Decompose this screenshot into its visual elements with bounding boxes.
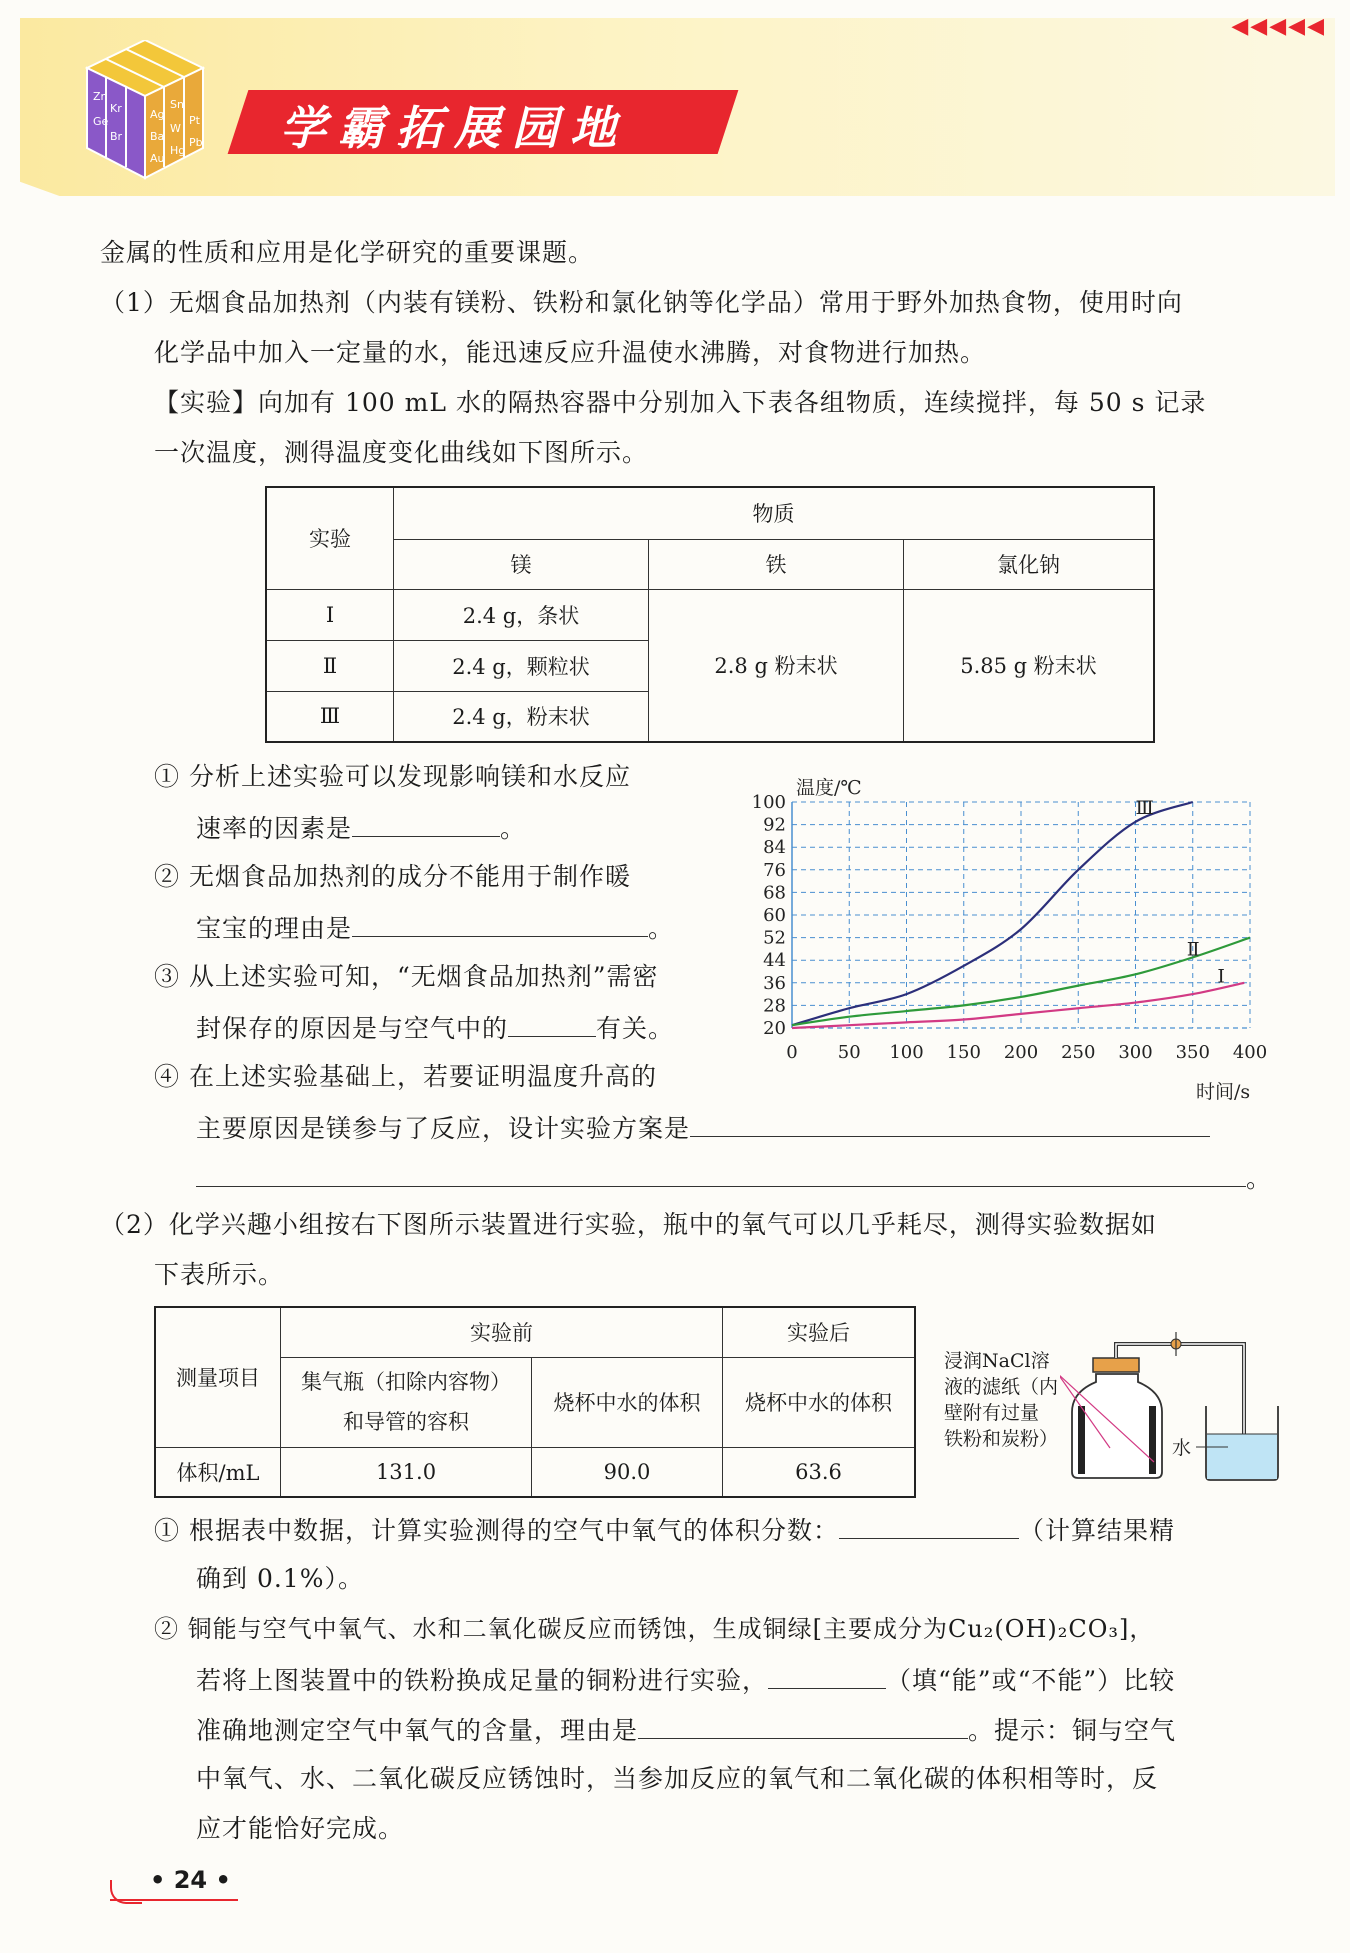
- table-col-fe: 铁: [649, 539, 904, 589]
- answer-blank[interactable]: [196, 1160, 1246, 1187]
- part1-line1: （1）无烟食品加热剂（内装有镁粉、铁粉和氯化钠等化学品）常用于野外加热食物，使用时向: [100, 288, 1183, 317]
- x-tick-label: 100: [889, 1042, 924, 1063]
- table-header-substance: 物质: [394, 487, 1155, 539]
- cube-label: Ge: [93, 115, 109, 128]
- part1-line3: 【实验】向加有 100 mL 水的隔热容器中分别加入下表各组物质，连续搅拌，每 50 s 记录: [154, 388, 1207, 417]
- y-tick-label: 44: [763, 950, 786, 972]
- table-cell-fe: 2.8 g 粉末状: [649, 589, 904, 742]
- x-tick-label: 150: [946, 1042, 981, 1063]
- part1-line2: 化学品中加入一定量的水，能迅速反应升温使水沸腾，对食物进行加热。: [154, 338, 987, 367]
- p2-q2-line-a: ② 铜能与空气中氧气、水和二氧化碳反应而锈蚀，生成铜绿[主要成分为Cu₂(OH)₂CO₃]，: [154, 1615, 1155, 1643]
- y-tick-label: 100: [751, 792, 786, 813]
- table-col-water-before: 烧杯中水的体积: [532, 1357, 723, 1447]
- series-line-Ⅲ: [792, 802, 1193, 1025]
- table-after: 实验后: [723, 1307, 916, 1357]
- page-number: • 24 •: [150, 1866, 231, 1894]
- table-col-mg: 镁: [394, 539, 649, 589]
- answer-blank[interactable]: [352, 810, 500, 837]
- table-row-label: 体积/mL: [155, 1447, 281, 1497]
- x-tick-label: 200: [1003, 1042, 1039, 1063]
- filter-paper: [1149, 1406, 1156, 1474]
- answer-blank[interactable]: [768, 1662, 886, 1689]
- cube-label: W: [170, 122, 181, 135]
- answer-blank[interactable]: [638, 1712, 968, 1739]
- table-cell-mg: 2.4 g，粉末状: [394, 691, 649, 742]
- y-tick-label: 84: [763, 837, 786, 859]
- page-title: 学霸拓展园地: [280, 101, 628, 155]
- cube-label: Ag: [150, 108, 165, 121]
- q3-line-a: ③ 从上述实验可知，“无烟食品加热剂”需密: [154, 962, 659, 991]
- p2-q1-line-a: ① 根据表中数据，计算实验测得的空气中氧气的体积分数： （计算结果精: [154, 1512, 1175, 1548]
- chart-ylabel: 温度/℃: [796, 777, 862, 799]
- q4-line-b: 主要原因是镁参与了反应，设计实验方案是: [196, 1110, 1210, 1146]
- cube-label: Ba: [150, 130, 165, 143]
- cube-label: Sn: [170, 98, 184, 111]
- y-tick-label: 36: [763, 972, 786, 994]
- table-item: 测量项目: [155, 1307, 281, 1447]
- series-label: Ⅱ: [1186, 938, 1200, 961]
- answer-blank[interactable]: [352, 910, 648, 937]
- cube-label: Au: [150, 152, 165, 165]
- x-tick-label: 350: [1175, 1042, 1210, 1063]
- beaker-water: [1207, 1434, 1277, 1479]
- table-cell-mg: 2.4 g，颗粒状: [394, 640, 649, 691]
- x-tick-label: 50: [837, 1042, 861, 1063]
- cube-label: Zn: [93, 90, 108, 103]
- y-tick-label: 60: [763, 905, 786, 926]
- q3-line-b: 封保存的原因是与空气中的 有关。: [196, 1010, 674, 1046]
- answer-blank[interactable]: [839, 1512, 1019, 1539]
- y-tick-label: 68: [763, 882, 786, 904]
- apparatus-diagram: [1060, 1316, 1280, 1486]
- table-cell-nacl: 5.85 g 粉末状: [904, 589, 1155, 742]
- series-label: Ⅲ: [1135, 796, 1154, 819]
- p2-q2-line-e: 应才能恰好完成。: [196, 1814, 405, 1843]
- table-col-nacl: 氯化钠: [904, 539, 1155, 589]
- table-col-capacity: 集气瓶（扣除内容物） 和导管的容积: [281, 1357, 532, 1447]
- element-cube-icon: [85, 40, 205, 180]
- q1-line-b: 速率的因素是 。: [196, 810, 526, 846]
- intro-text: 金属的性质和应用是化学研究的重要课题。: [100, 238, 595, 267]
- chart-xlabel: 时间/s: [1196, 1081, 1251, 1103]
- experiment-table: [265, 486, 1155, 743]
- table-row-exp: Ⅲ: [266, 691, 394, 742]
- table-cell-mg: 2.4 g，条状: [394, 589, 649, 640]
- table-col-water-after: 烧杯中水的体积: [723, 1357, 916, 1447]
- p2-q1-line-b: 确到 0.1%）。: [196, 1564, 364, 1593]
- page-underline: [110, 1899, 238, 1901]
- flask-stopper: [1093, 1358, 1139, 1372]
- y-tick-label: 76: [763, 859, 786, 881]
- y-tick-label: 28: [763, 995, 786, 1017]
- cube-label: Hg: [170, 144, 186, 157]
- arrows-decoration-icon: ◀◀◀◀◀: [1231, 14, 1326, 39]
- cube-label: Pt: [189, 114, 200, 127]
- collecting-bottle: [1072, 1374, 1162, 1478]
- p2-q2-line-d: 中氧气、水、二氧化碳反应锈蚀时，当参加反应的氧气和二氧化碳的体积相等时，反: [196, 1764, 1159, 1793]
- q4-line-c: 。: [196, 1160, 1272, 1196]
- p2-q2-line-c: 准确地测定空气中氧气的含量，理由是 。提示：铜与空气: [196, 1712, 1176, 1748]
- part2-line2: 下表所示。: [154, 1260, 285, 1289]
- x-tick-label: 400: [1232, 1042, 1268, 1063]
- table-value: 63.6: [723, 1447, 916, 1497]
- x-tick-label: 300: [1118, 1042, 1153, 1063]
- cube-label: Br: [110, 130, 123, 143]
- table-value: 90.0: [532, 1447, 723, 1497]
- series-label: Ⅰ: [1217, 965, 1225, 988]
- table-row-exp: Ⅱ: [266, 640, 394, 691]
- q2-line-b: 宝宝的理由是 。: [196, 910, 674, 946]
- table-before: 实验前: [281, 1307, 723, 1357]
- y-tick-label: 52: [763, 927, 786, 949]
- answer-blank[interactable]: [690, 1110, 1210, 1137]
- filter-paper: [1078, 1406, 1085, 1474]
- water-label: 水: [1172, 1437, 1192, 1459]
- part1-line4: 一次温度，测得温度变化曲线如下图所示。: [154, 438, 649, 467]
- q2-line-a: ② 无烟食品加热剂的成分不能用于制作暖: [154, 862, 631, 891]
- y-tick-label: 92: [763, 814, 786, 836]
- cube-label: Kr: [110, 102, 122, 115]
- x-tick-label: 0: [786, 1042, 798, 1063]
- q4-line-a: ④ 在上述实验基础上，若要证明温度升高的: [154, 1062, 657, 1091]
- p2-q2-line-b: 若将上图装置中的铁粉换成足量的铜粉进行实验， （填“能”或“不能”）比较: [196, 1662, 1175, 1698]
- part2-line1: （2）化学兴趣小组按右下图所示装置进行实验，瓶中的氧气可以几乎耗尽，测得实验数据如: [100, 1210, 1157, 1239]
- table-value: 131.0: [281, 1447, 532, 1497]
- y-tick-label: 20: [763, 1018, 786, 1039]
- q1-line-a: ① 分析上述实验可以发现影响镁和水反应: [154, 762, 631, 791]
- table-row-exp: Ⅰ: [266, 589, 394, 640]
- measurement-table: [154, 1306, 916, 1498]
- answer-blank[interactable]: [508, 1010, 596, 1037]
- temperature-chart: [740, 760, 1280, 1110]
- table-header-exp: 实验: [266, 487, 394, 589]
- apparatus-label: 浸润NaCl溶 液的滤纸（内 壁附有过量 铁粉和炭粉）: [944, 1350, 1059, 1450]
- cube-label: Pb: [189, 136, 203, 149]
- x-tick-label: 250: [1061, 1042, 1096, 1063]
